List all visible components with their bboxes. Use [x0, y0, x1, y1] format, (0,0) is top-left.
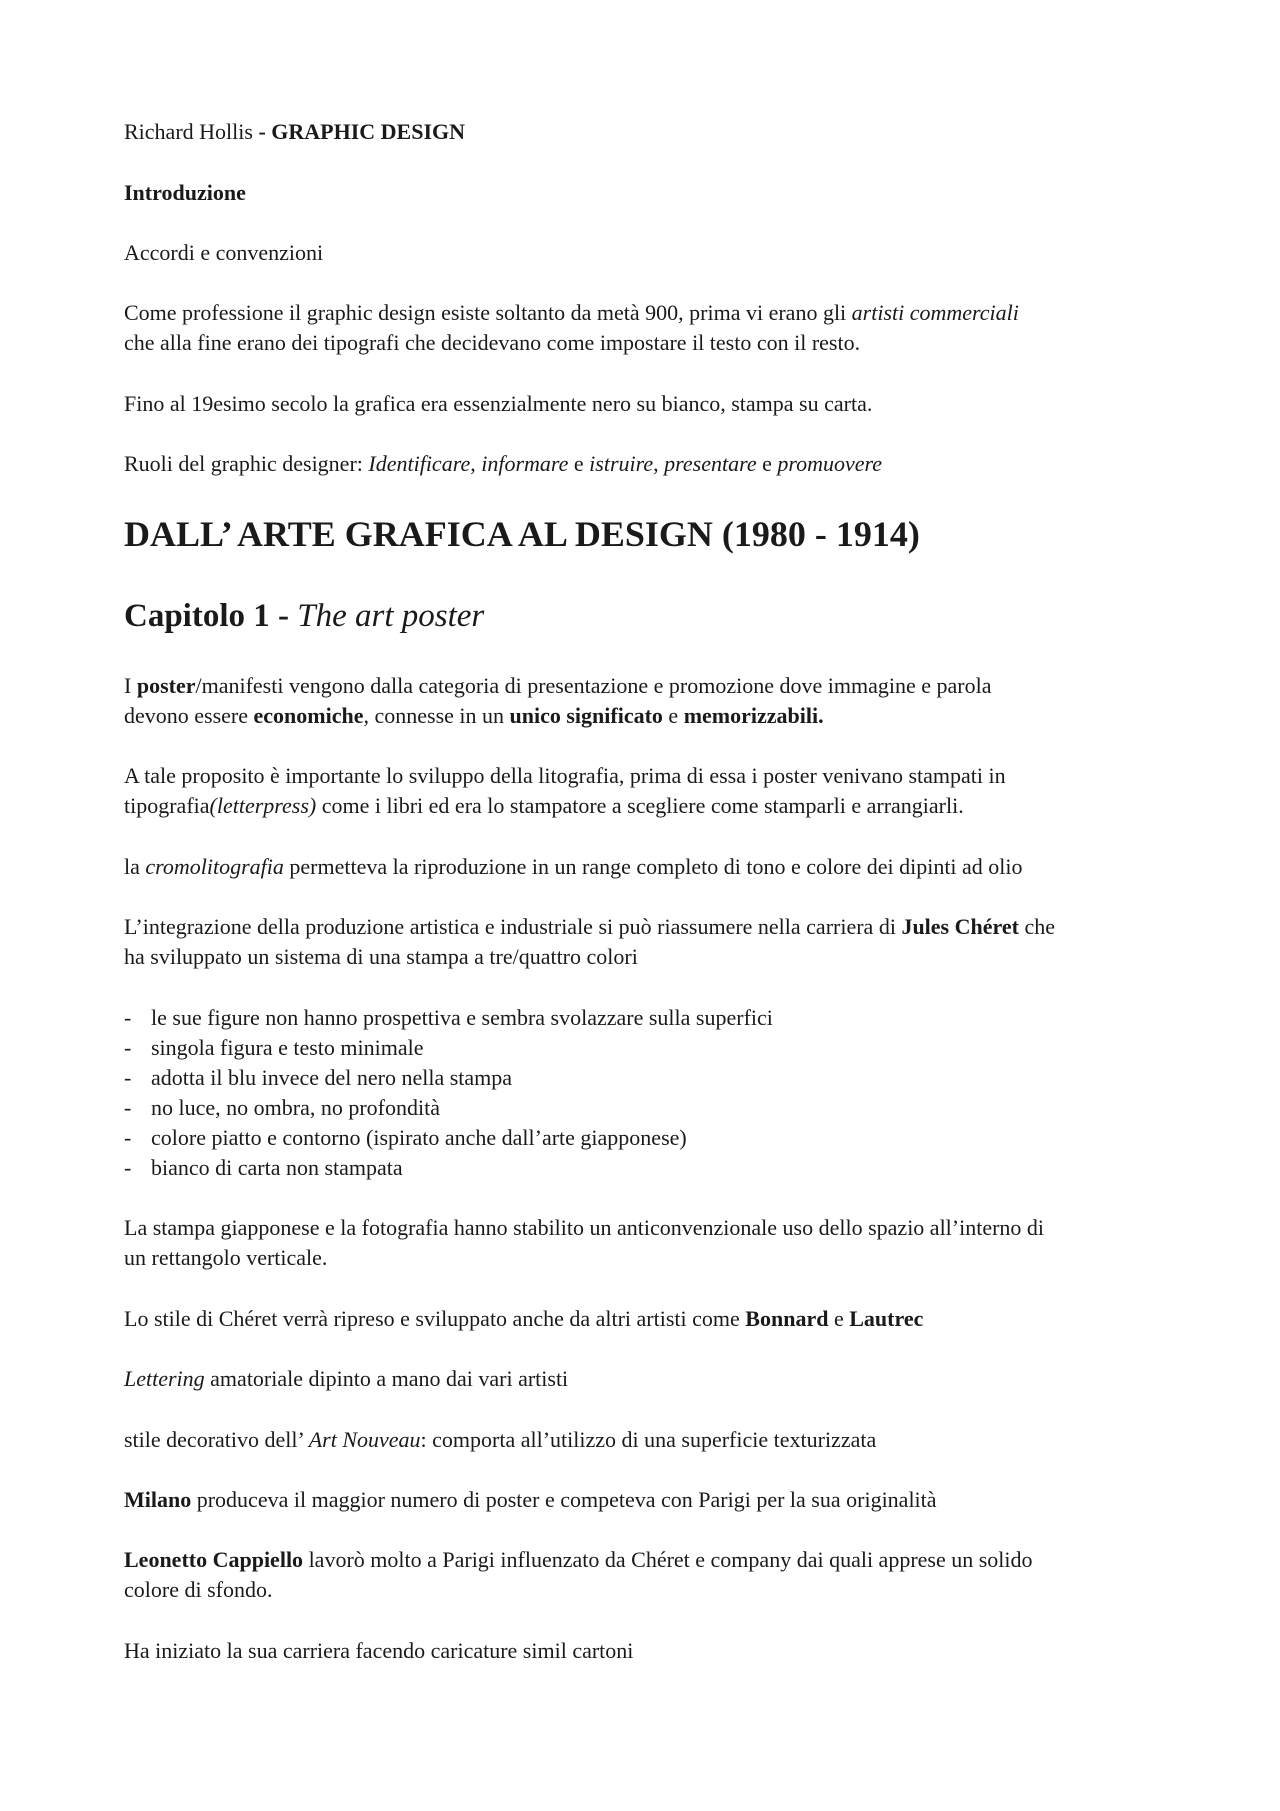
intro-heading: Introduzione: [124, 180, 246, 205]
body-paragraph-7: Lettering amatoriale dipinto a mano dai vari artisti: [124, 1366, 569, 1391]
list-item: - le sue figure non hanno prospettiva e sembra svolazzare sulla superfici: [124, 1003, 773, 1033]
body-paragraph-1-line-2: devono essere economiche, connesse in un unico significato e memorizzabili.: [124, 703, 824, 728]
role-istruire: istruire: [589, 451, 654, 476]
bullet-marker: -: [124, 1035, 132, 1060]
intro-paragraph-roles: Ruoli del graphic designer: Identificare, informare e istruire, presentare e promuovere: [124, 451, 883, 476]
list-item: - no luce, no ombra, no profondità: [124, 1093, 440, 1123]
intro-paragraph-1-line-2: che alla fine erano dei tipografi che decidevano come impostare il testo con il resto.: [124, 330, 861, 355]
body-paragraph-11: Ha iniziato la sua carriera facendo caricature simil cartoni: [124, 1638, 634, 1663]
author-name: Richard Hollis: [124, 119, 253, 144]
body-paragraph-9: Milano produceva il maggior numero di poster e competeva con Parigi per la sua originalità: [124, 1487, 937, 1512]
body-paragraph-4-line-2: ha sviluppato un sistema di una stampa a tre/quattro colori: [124, 944, 638, 969]
body-paragraph-8: stile decorativo dell’ Art Nouveau: comporta all’utilizzo di una superficie texturizzata: [124, 1427, 877, 1452]
chapter-number: Capitolo 1: [124, 598, 270, 634]
body-paragraph-2-line-1: A tale proposito è importante lo sviluppo della litografia, prima di essa i poster venivano stampati in: [124, 763, 1006, 788]
body-paragraph-6: Lo stile di Chéret verrà ripreso e sviluppato anche da altri artisti come Bonnard e Lautrec: [124, 1306, 924, 1331]
list-item: - bianco di carta non stampata: [124, 1153, 403, 1183]
section-title: DALL’ ARTE GRAFICA AL DESIGN (1980 - 1914): [124, 514, 920, 554]
bullet-marker: -: [124, 1095, 132, 1120]
bullet-marker: -: [124, 1065, 132, 1090]
body-paragraph-3: la cromolitografia permetteva la riproduzione in un range completo di tono e colore dei dipinti ad olio: [124, 854, 1023, 879]
intro-paragraph-2: Fino al 19esimo secolo la grafica era essenzialmente nero su bianco, stampa su carta.: [124, 391, 873, 416]
chapter-name: The art poster: [297, 598, 485, 634]
body-paragraph-10-line-1: Leonetto Cappiello lavorò molto a Parigi influenzato da Chéret e company dai quali apprese un solido: [124, 1547, 1033, 1572]
intro-paragraph-1-line-1: Come professione il graphic design esiste soltanto da metà 900, prima vi erano gli artisti commerciali: [124, 300, 1019, 325]
list-item: - adotta il blu invece del nero nella stampa: [124, 1063, 512, 1093]
header-separator: -: [252, 119, 272, 144]
intro-subheading: Accordi e convenzioni: [124, 240, 324, 265]
chapter-title: Capitolo 1 - The art poster: [124, 598, 485, 634]
role-identificare: Identificare: [368, 451, 471, 476]
role-informare: informare: [481, 451, 569, 476]
body-paragraph-5-line-2: un rettangolo verticale.: [124, 1245, 328, 1270]
body-paragraph-4-line-1: L’integrazione della produzione artistica e industriale si può riassumere nella carriera di Jules Chéret che: [124, 914, 1055, 939]
document-header: [124, 117, 1184, 147]
bullet-marker: -: [124, 1155, 132, 1180]
bullet-marker: -: [124, 1125, 132, 1150]
body-paragraph-5-line-1: La stampa giapponese e la fotografia hanno stabilito un anticonvenzionale uso dello spazio all’interno di: [124, 1215, 1045, 1240]
bullet-marker: -: [124, 1005, 132, 1030]
body-paragraph-10-line-2: colore di sfondo.: [124, 1577, 273, 1602]
role-presentare: presentare: [664, 451, 757, 476]
role-promuovere: promuovere: [777, 451, 883, 476]
body-paragraph-1-line-1: I poster/manifesti vengono dalla categoria di presentazione e promozione dove immagine e parola: [124, 673, 992, 698]
book-title: GRAPHIC DESIGN: [271, 119, 466, 144]
list-item: - colore piatto e contorno (ispirato anche dall’arte giapponese): [124, 1123, 687, 1153]
list-item: - singola figura e testo minimale: [124, 1033, 424, 1063]
body-paragraph-2-line-2: tipografia(letterpress) come i libri ed era lo stampatore a scegliere come stamparli e arrangiarli.: [124, 793, 964, 818]
